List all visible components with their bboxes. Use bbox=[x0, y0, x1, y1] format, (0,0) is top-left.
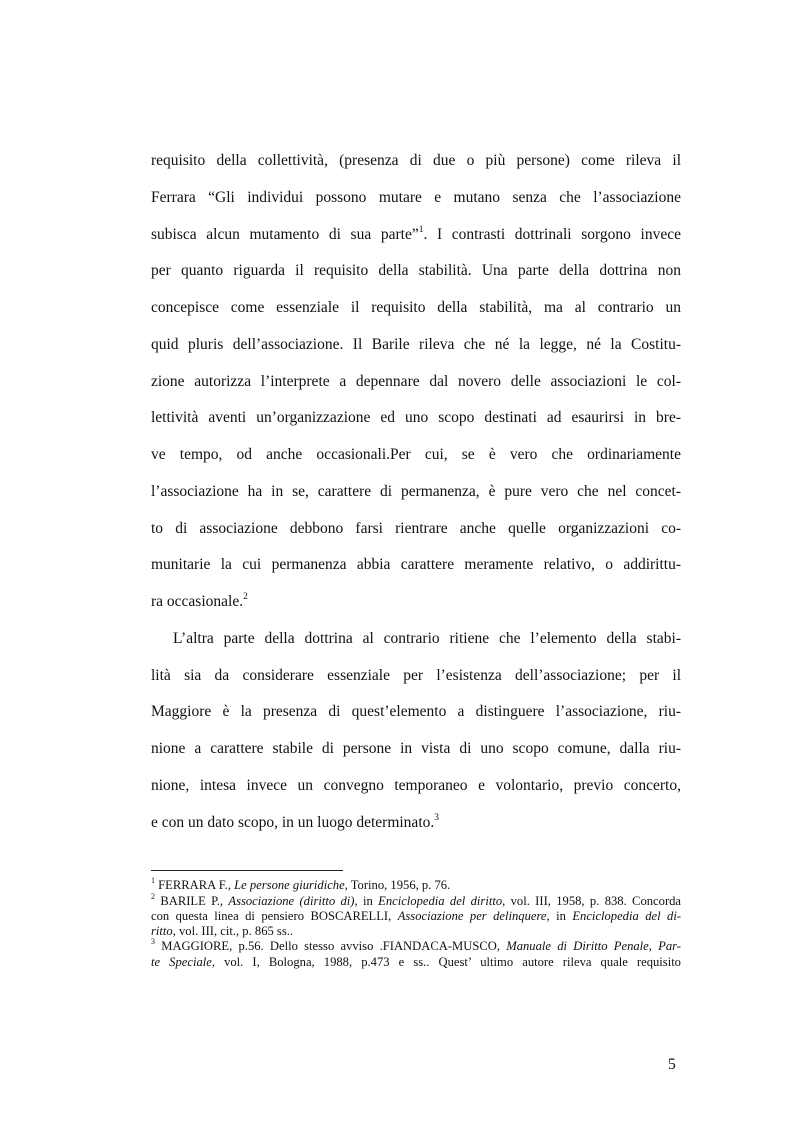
body-line-12: munitarie la cui permanenza abbia carattere meramente relativo, o addirittu- bbox=[151, 556, 681, 573]
body-line-1: requisito della collettività, (presenza di due o più persone) come rileva il bbox=[151, 152, 681, 169]
body-line-18: nione, intesa invece un convegno temporaneo e volontario, previo concerto, bbox=[151, 777, 681, 794]
body-line-17: nione a carattere stabile di persone in vista di uno scopo comune, dalla riu- bbox=[151, 740, 681, 757]
body-text: . I contrasti dottrinali sorgono invece bbox=[423, 226, 681, 243]
body-line-14: L’altra parte della dottrina al contrario ritiene che l’elemento della stabi- bbox=[173, 630, 681, 647]
footnote-ref-3[interactable]: 3 bbox=[434, 812, 439, 823]
body-line-11: to di associazione debbono farsi rientrare anche quelle organizzazioni co- bbox=[151, 520, 681, 537]
footnote-2: $^2$ BARILE P., Associazione (diritto di), in Enciclopedia del diritto, vol. III, 1958, p. 838. Concorda bbox=[151, 891, 682, 908]
page-number: 5 bbox=[668, 1056, 676, 1073]
footnote-ref-2[interactable]: 2 bbox=[243, 591, 248, 602]
body-line-9: ve tempo, od anche occasionali.Per cui, se è vero che ordinariamente bbox=[151, 446, 681, 463]
footnote-2-line-3: ritto, vol. III, cit., p. 865 ss.. bbox=[151, 924, 294, 938]
body-line-4: per quanto riguarda il requisito della stabilità. Una parte della dottrina non bbox=[151, 262, 681, 279]
body-line-5: concepisce come essenziale il requisito della stabilità, ma al contrario un bbox=[151, 299, 681, 316]
body-line-8: lettività aventi un’organizzazione ed uno scopo destinati ad esaurirsi in bre- bbox=[151, 409, 681, 426]
footnote-marker: 1 bbox=[151, 875, 155, 885]
body-line-3 bbox=[151, 225, 681, 245]
footnote-3: $^3$ MAGGIORE, p.56. Dello stesso avviso .FIANDACA-MUSCO, Manuale di Diritto Penale, Par- bbox=[151, 936, 681, 953]
body-line-15: lità sia da considerare essenziale per l’esistenza dell’associazione; per il bbox=[151, 667, 681, 684]
body-text: e con un dato scopo, in un luogo determinato. bbox=[151, 814, 435, 831]
body-line-2: Ferrara “Gli individui possono mutare e mutano senza che l’associazione bbox=[151, 189, 681, 206]
footnote-separator bbox=[151, 870, 343, 871]
footnote-1: $^1$ FERRARA F., Le persone giuridiche, Torino, 1956, p. 76. bbox=[151, 875, 451, 892]
body-line-19 bbox=[151, 813, 681, 833]
body-line-16: Maggiore è la presenza di quest’elemento a distinguere l’associazione, riu- bbox=[151, 703, 681, 720]
body-line-10: l’associazione ha in se, carattere di permanenza, è pure vero che nel concet- bbox=[151, 483, 681, 500]
body-line-6: quid pluris dell’associazione. Il Barile rileva che né la legge, né la Costitu- bbox=[151, 336, 681, 353]
body-line-7: zione autorizza l’interprete a depennare dal novero delle associazioni le col- bbox=[151, 373, 681, 390]
body-text: subisca alcun mutamento di sua parte” bbox=[151, 226, 419, 243]
body-line-13 bbox=[151, 592, 681, 612]
footnote-marker: 3 bbox=[151, 936, 155, 946]
footnote-marker: 2 bbox=[151, 891, 155, 901]
body-text: ra occasionale. bbox=[151, 593, 244, 610]
footnote-3-line-2: te Speciale, vol. I, Bologna, 1988, p.473 e ss.. Quest’ ultimo autore rileva quale requisito bbox=[151, 955, 681, 969]
footnote-2-line-2: con questa linea di pensiero BOSCARELLI, Associazione per delinquere, in Enciclopedia del di- bbox=[151, 909, 682, 923]
footnote-ref-1[interactable]: 1 bbox=[418, 224, 424, 235]
